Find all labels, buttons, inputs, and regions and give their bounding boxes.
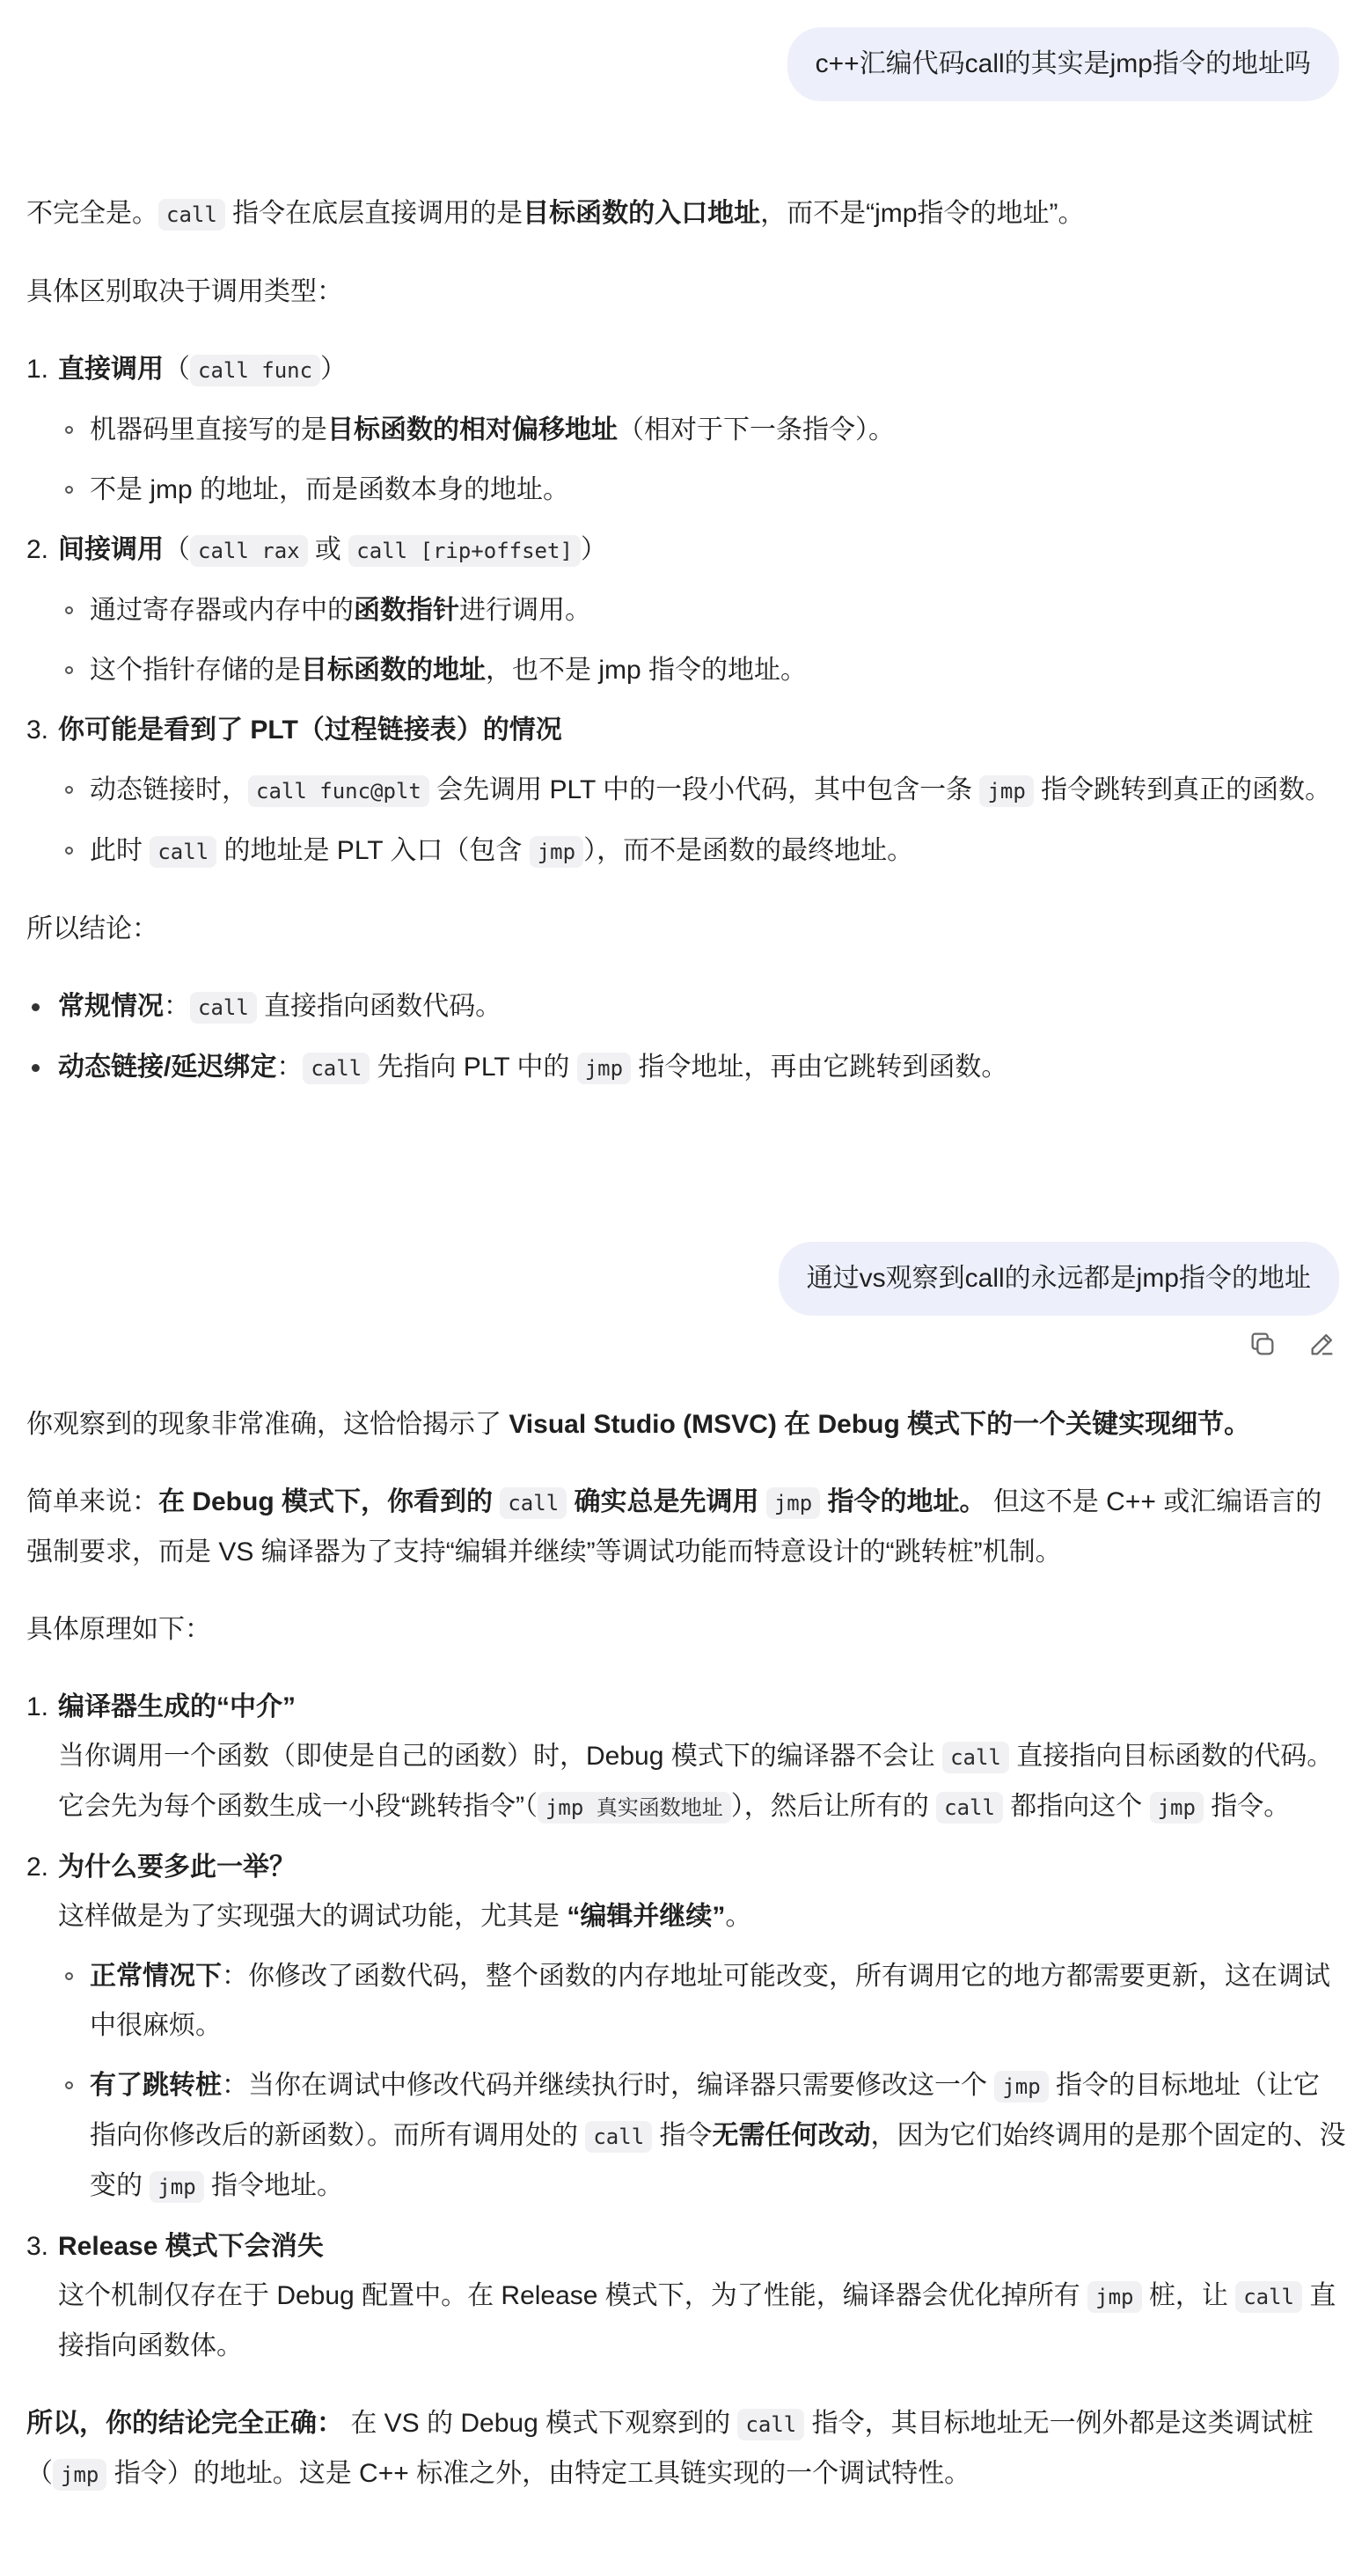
text: 通过寄存器或内存中的 [90, 596, 354, 625]
bold-text: 确实总是先调用 [567, 1487, 766, 1516]
sub-item [26, 766, 1346, 816]
list-item-intermediary [26, 1683, 1346, 1832]
text: 进行调用。 [459, 596, 591, 625]
inline-code: call [737, 2409, 804, 2440]
bullet-item [26, 1043, 1346, 1093]
lead-paragraph: 具体区别取决于调用类型： [26, 277, 343, 306]
copy-icon [1248, 1329, 1277, 1359]
text: 的地址是 PLT 入口（包含 [216, 836, 530, 865]
inline-code: jmp [577, 1053, 631, 1084]
sub-item [26, 2061, 1346, 2212]
text: 都指向这个 [1002, 1792, 1150, 1821]
text: 不是 jmp 的地址，而是函数本身的地址。 [90, 475, 570, 504]
p1 [26, 1400, 1346, 1449]
inline-code: jmp [766, 1487, 820, 1519]
text: 桩，让 [1141, 2281, 1236, 2310]
conclusion-label: 所以结论： [26, 914, 158, 943]
text: ），而不是函数的最终地址。 [583, 836, 914, 865]
message-actions [1246, 1327, 1339, 1361]
item-description [58, 2271, 1346, 2371]
text: 这样做是为了实现强大的调试功能，尤其是 [58, 1902, 567, 1931]
inline-code: jmp [994, 2071, 1048, 2103]
sub-item [26, 826, 1346, 877]
copy-button[interactable] [1246, 1327, 1279, 1361]
text: 会先调用 PLT 中的一段小代码，其中包含一条 [428, 775, 980, 804]
inline-code: jmp [150, 2171, 203, 2203]
item-title: 编译器生成的“中介” [58, 1692, 296, 1721]
circle-bullet-icon [65, 786, 73, 794]
text: 你观察到的现象非常准确，这恰恰揭示了 [26, 1410, 509, 1439]
assistant-response-1 [26, 189, 1346, 1104]
user-message-2: 通过vs观察到call的永远都是jmp指令的地址 [779, 1242, 1339, 1316]
item-title: 直接调用 [58, 355, 164, 384]
bold-text: “编辑并继续” [567, 1902, 726, 1931]
text: 不完全是。 [26, 199, 158, 228]
assistant-response-2 [26, 1400, 1346, 2528]
list-number: 3. [26, 2232, 49, 2261]
inline-code: call rax [190, 535, 308, 567]
text: ） [320, 355, 348, 384]
final-paragraph [26, 2399, 1346, 2499]
intro-paragraph [26, 189, 1346, 239]
inline-code: call [500, 1487, 567, 1519]
text: 当你调用一个函数（即使是自己的函数）时，Debug 模式下的编译器不会让 [58, 1742, 943, 1771]
text: 此时 [90, 836, 150, 865]
edit-button[interactable] [1306, 1327, 1339, 1361]
list-number: 3. [26, 716, 49, 745]
circle-bullet-icon [65, 606, 73, 614]
text: 指令的目标地址（让它指向你修改后的新函数）。而所有调用处的 [90, 2071, 1321, 2150]
text: 指令地址。 [203, 2171, 344, 2200]
text: 这个机制仅存在于 Debug 配置中。在 Release 模式下，为了性能，编译器会优化掉所有 [58, 2281, 1088, 2310]
text: 指令。 [1203, 1792, 1291, 1821]
text: ，因为它们始终调用的是那个固定的、没变的 [90, 2121, 1346, 2200]
inline-code: jmp [1087, 2281, 1141, 2313]
bold-text: Visual Studio (MSVC) 在 Debug 模式下的一个关键实现细节。 [509, 1410, 1251, 1439]
inline-code: jmp [979, 775, 1033, 807]
text: （相对于下一条指令）。 [618, 415, 895, 444]
bold-text: 在 Debug 模式下，你看到的 [158, 1487, 501, 1516]
text: 。 [725, 1902, 752, 1931]
text: 或 [307, 535, 349, 564]
circle-bullet-icon [65, 426, 73, 434]
inline-code: call [190, 992, 257, 1024]
text: 直接指向目标函数的代码。它会先为每个函数生成一小段“跳转指令”（ [58, 1742, 1334, 1821]
list-item-plt [26, 706, 1346, 755]
sub-item [26, 1952, 1346, 2051]
text: ： [276, 1053, 304, 1082]
bold-text: 有了跳转桩 [90, 2071, 222, 2100]
text: （ [164, 535, 190, 564]
list-number: 2. [26, 535, 49, 564]
list-number: 1. [26, 355, 49, 384]
text: 指令 [652, 2121, 713, 2150]
bold-text: 所以，你的结论完全正确： [26, 2409, 343, 2438]
bold-text: 常规情况 [58, 992, 164, 1021]
list-item-release [26, 2222, 1346, 2371]
item-description [58, 1892, 1346, 1941]
text: ：你修改了函数代码，整个函数的内存地址可能改变，所有调用它的地方都需要更新，这在调试中很麻烦。 [90, 1962, 1330, 2040]
text: 但这不是 C++ 或汇编语言的强制要求，而是 VS 编译器为了支持“编辑并继续”等调试功能而特意设计的“跳转桩”机制。 [26, 1487, 1322, 1567]
inline-code: jmp 真实函数地址 [538, 1792, 731, 1824]
text: 简单来说： [26, 1487, 158, 1516]
list-item-indirect-call [26, 525, 1346, 576]
bold-text: 函数指针 [354, 596, 459, 625]
text: 这个指针存储的是 [90, 656, 301, 685]
circle-bullet-icon [65, 847, 73, 855]
text: ：当你在调试中修改代码并继续执行时，编译器只需要修改这一个 [222, 2071, 995, 2100]
text: 直接指向函数体。 [58, 2281, 1336, 2360]
bold-text: 无需任何改动 [712, 2121, 871, 2150]
bullet-dot-icon [32, 1064, 40, 1072]
item-description [58, 1732, 1346, 1832]
text: 指令）的地址。这是 C++ 标准之外，由特定工具链实现的一个调试特性。 [106, 2459, 971, 2488]
sub-item [26, 466, 1346, 515]
text: ： [164, 992, 190, 1021]
text: 先指向 PLT 中的 [370, 1053, 577, 1082]
inline-code: call [150, 836, 216, 868]
bold-text: 目标函数的相对偏移地址 [327, 415, 618, 444]
item-title: 你可能是看到了 PLT（过程链接表）的情况 [58, 716, 562, 745]
bold-text: 动态链接/延迟绑定 [58, 1053, 277, 1082]
text: ），然后让所有的 [730, 1792, 937, 1821]
circle-bullet-icon [65, 2081, 73, 2089]
lead-paragraph: 具体原理如下： [26, 1615, 211, 1644]
text: ，也不是 jmp 指令的地址。 [486, 656, 808, 685]
text: 在 VS 的 Debug 模式下观察到的 [343, 2409, 738, 2438]
bold-text: 指令的地址。 [820, 1487, 986, 1516]
text: 指令，其目标地址无一例外都是这类调试桩（ [26, 2409, 1314, 2488]
text: ） [580, 535, 607, 564]
text: 指令跳转到真正的函数。 [1033, 775, 1332, 804]
text: 指令在底层直接调用的是 [224, 199, 523, 228]
circle-bullet-icon [65, 666, 73, 674]
item-title: 为什么要多此一举？ [58, 1853, 296, 1882]
inline-code: call [942, 1742, 1009, 1773]
list-number: 1. [26, 1692, 49, 1721]
bold-text: 目标函数的地址 [301, 656, 486, 685]
text: （ [164, 355, 190, 384]
bullet-dot-icon [32, 1003, 40, 1011]
inline-code: jmp [1150, 1792, 1204, 1824]
text: 指令地址，再由它跳转到函数。 [631, 1053, 1008, 1082]
inline-code: call [1235, 2281, 1302, 2313]
item-title: Release 模式下会消失 [58, 2232, 324, 2261]
list-item-why [26, 1843, 1346, 1941]
sub-item [26, 406, 1346, 455]
sub-item [26, 586, 1346, 635]
bold-text: 正常情况下 [90, 1962, 222, 1991]
edit-icon [1307, 1329, 1337, 1359]
inline-code: call [rip+offset] [348, 535, 581, 567]
inline-code: call func [190, 355, 320, 386]
circle-bullet-icon [65, 486, 73, 494]
text: ，而不是“jmp指令的地址”。 [760, 199, 1085, 228]
inline-code: call func@plt [248, 775, 429, 807]
inline-code: call [303, 1053, 370, 1084]
inline-code: jmp [530, 836, 583, 868]
text: 动态链接时， [90, 775, 248, 804]
text: 机器码里直接写的是 [90, 415, 327, 444]
inline-code: call [585, 2121, 652, 2153]
list-number: 2. [26, 1853, 49, 1882]
inline-code: call [158, 199, 225, 231]
p2 [26, 1478, 1346, 1577]
item-title: 间接调用 [58, 535, 164, 564]
bold-text: 目标函数的入口地址 [523, 199, 761, 228]
inline-code: call [936, 1792, 1003, 1824]
list-item-direct-call [26, 345, 1346, 395]
sub-item [26, 646, 1346, 695]
bullet-item [26, 982, 1346, 1032]
inline-code: jmp [53, 2459, 106, 2491]
user-message-1: c++汇编代码call的其实是jmp指令的地址吗 [787, 27, 1339, 101]
text: 直接指向函数代码。 [256, 992, 502, 1021]
circle-bullet-icon [65, 1972, 73, 1980]
